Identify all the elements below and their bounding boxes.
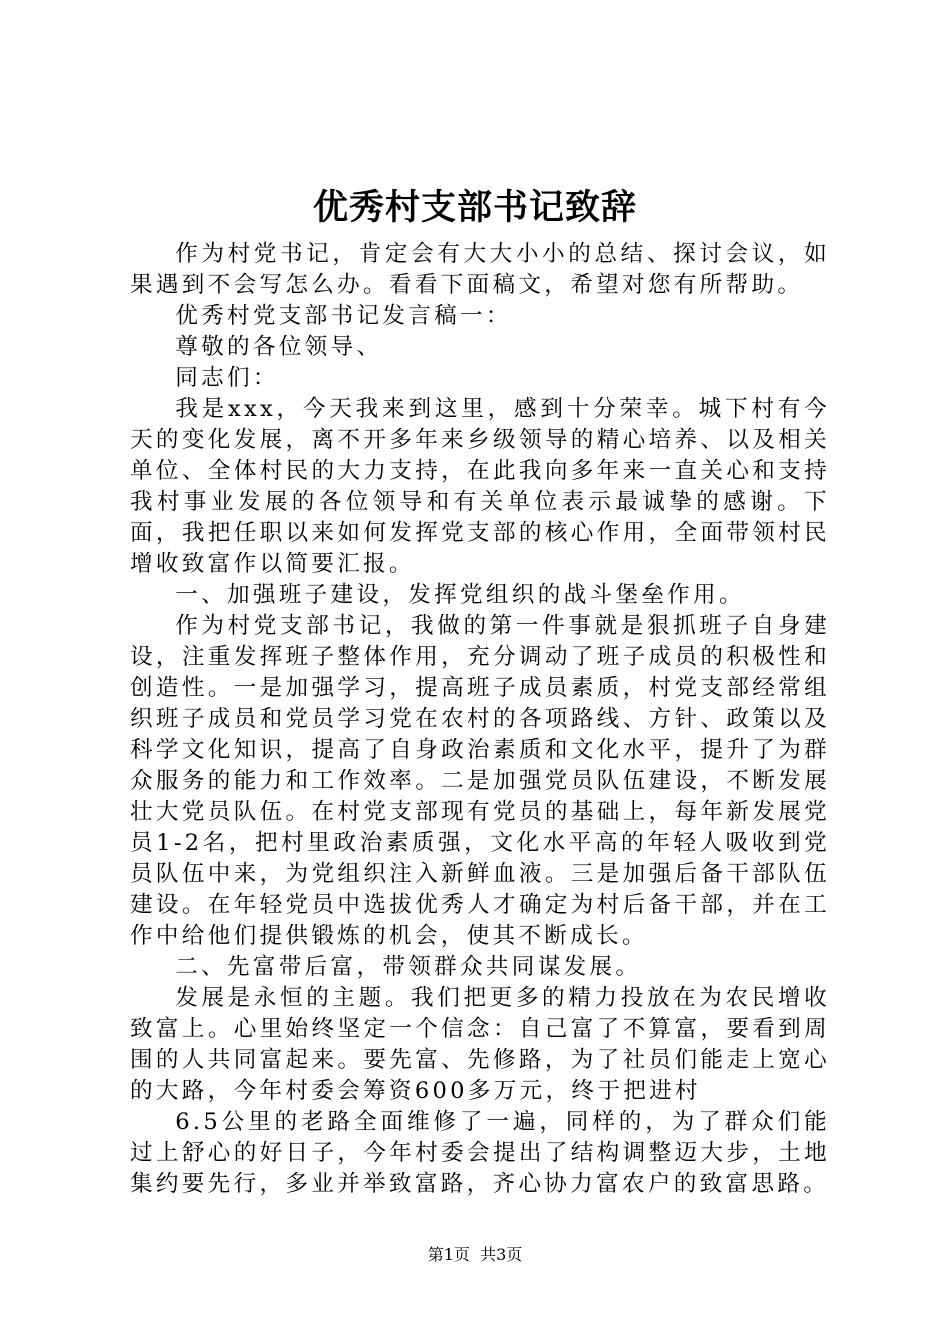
paragraph-section-two-body: 发展是永恒的主题。我们把更多的精力投放在为农民增收致富上。心里始终坚定一个信念：自己富了不算富，要看到周围的人共同富起来。要先富、先修路，为了社员们能走上宽心的大路，今年村委会筹资600多万元，终于把进村 xyxy=(130,985,830,1104)
paragraph-section-one-body: 作为村党支部书记，我做的第一件事就是狠抓班子自身建设，注重发挥班子整体作用，充分调动了班子成员的积极性和创造性。一是加强学习，提高班子成员素质，村党支部经常组织班子成员和党员学习党在农村的各项路线、方针、政策以及科学文化知识，提高了自身政治素质和文化水平，提升了为群众服务的能力和工作效率。二是加强党员队伍建设，不断发展壮大党员队伍。在村党支部现有党员的基础上，每年新发展党员1-2名，把村里政治素质强，文化水平高的年轻人吸收到党员队伍中来，为党组织注入新鲜血液。三是加强后备干部队伍建设。在年轻党员中选拔优秀人才确定为村后备干部，并在工作中给他们提供锻炼的机会，使其不断成长。 xyxy=(130,613,830,949)
paragraph-section-two-continued: 6.5公里的老路全面维修了一遍，同样的，为了群众们能过上舒心的好日子，今年村委会提出了结构调整迈大步，土地集约要先行，多业并举致富路，齐心协力富农户的致富思路。 xyxy=(130,1109,830,1197)
paragraph-intro: 作为村党书记，肯定会有大大小小的总结、探讨会议，如果遇到不会写怎么办。看看下面稿文，希望对您有所帮助。 xyxy=(130,241,830,298)
page-number: 第1页 xyxy=(427,1245,470,1264)
paragraph-salutation-comrades: 同志们： xyxy=(175,365,279,391)
paragraph-section-one-heading: 一、加强班子建设，发挥党组织的战斗堡垒作用。 xyxy=(175,582,745,608)
page-total: 共3页 xyxy=(480,1245,523,1264)
page-footer xyxy=(0,1244,950,1266)
paragraph-salutation-leaders: 尊敬的各位领导、 xyxy=(175,334,383,360)
paragraph-speech-heading: 优秀村党支部书记发言稿一： xyxy=(175,303,512,329)
paragraph-section-two-heading: 二、先富带后富，带领群众共同谋发展。 xyxy=(175,954,642,980)
document-title: 优秀村支部书记致辞 xyxy=(312,187,637,228)
paragraph-opening: 我是xxx，今天我来到这里，感到十分荣幸。城下村有今天的变化发展，离不开多年来乡级领导的精心培养、以及相关单位、全体村民的大力支持，在此我向多年来一直关心和支持我村事业发展的各位领导和有关单位表示最诚挚的感谢。下面，我把任职以来如何发挥党支部的核心作用，全面带领村民增收致富作以简要汇报。 xyxy=(130,396,830,577)
footer-spacer xyxy=(470,1245,480,1264)
document-body xyxy=(130,239,830,1200)
